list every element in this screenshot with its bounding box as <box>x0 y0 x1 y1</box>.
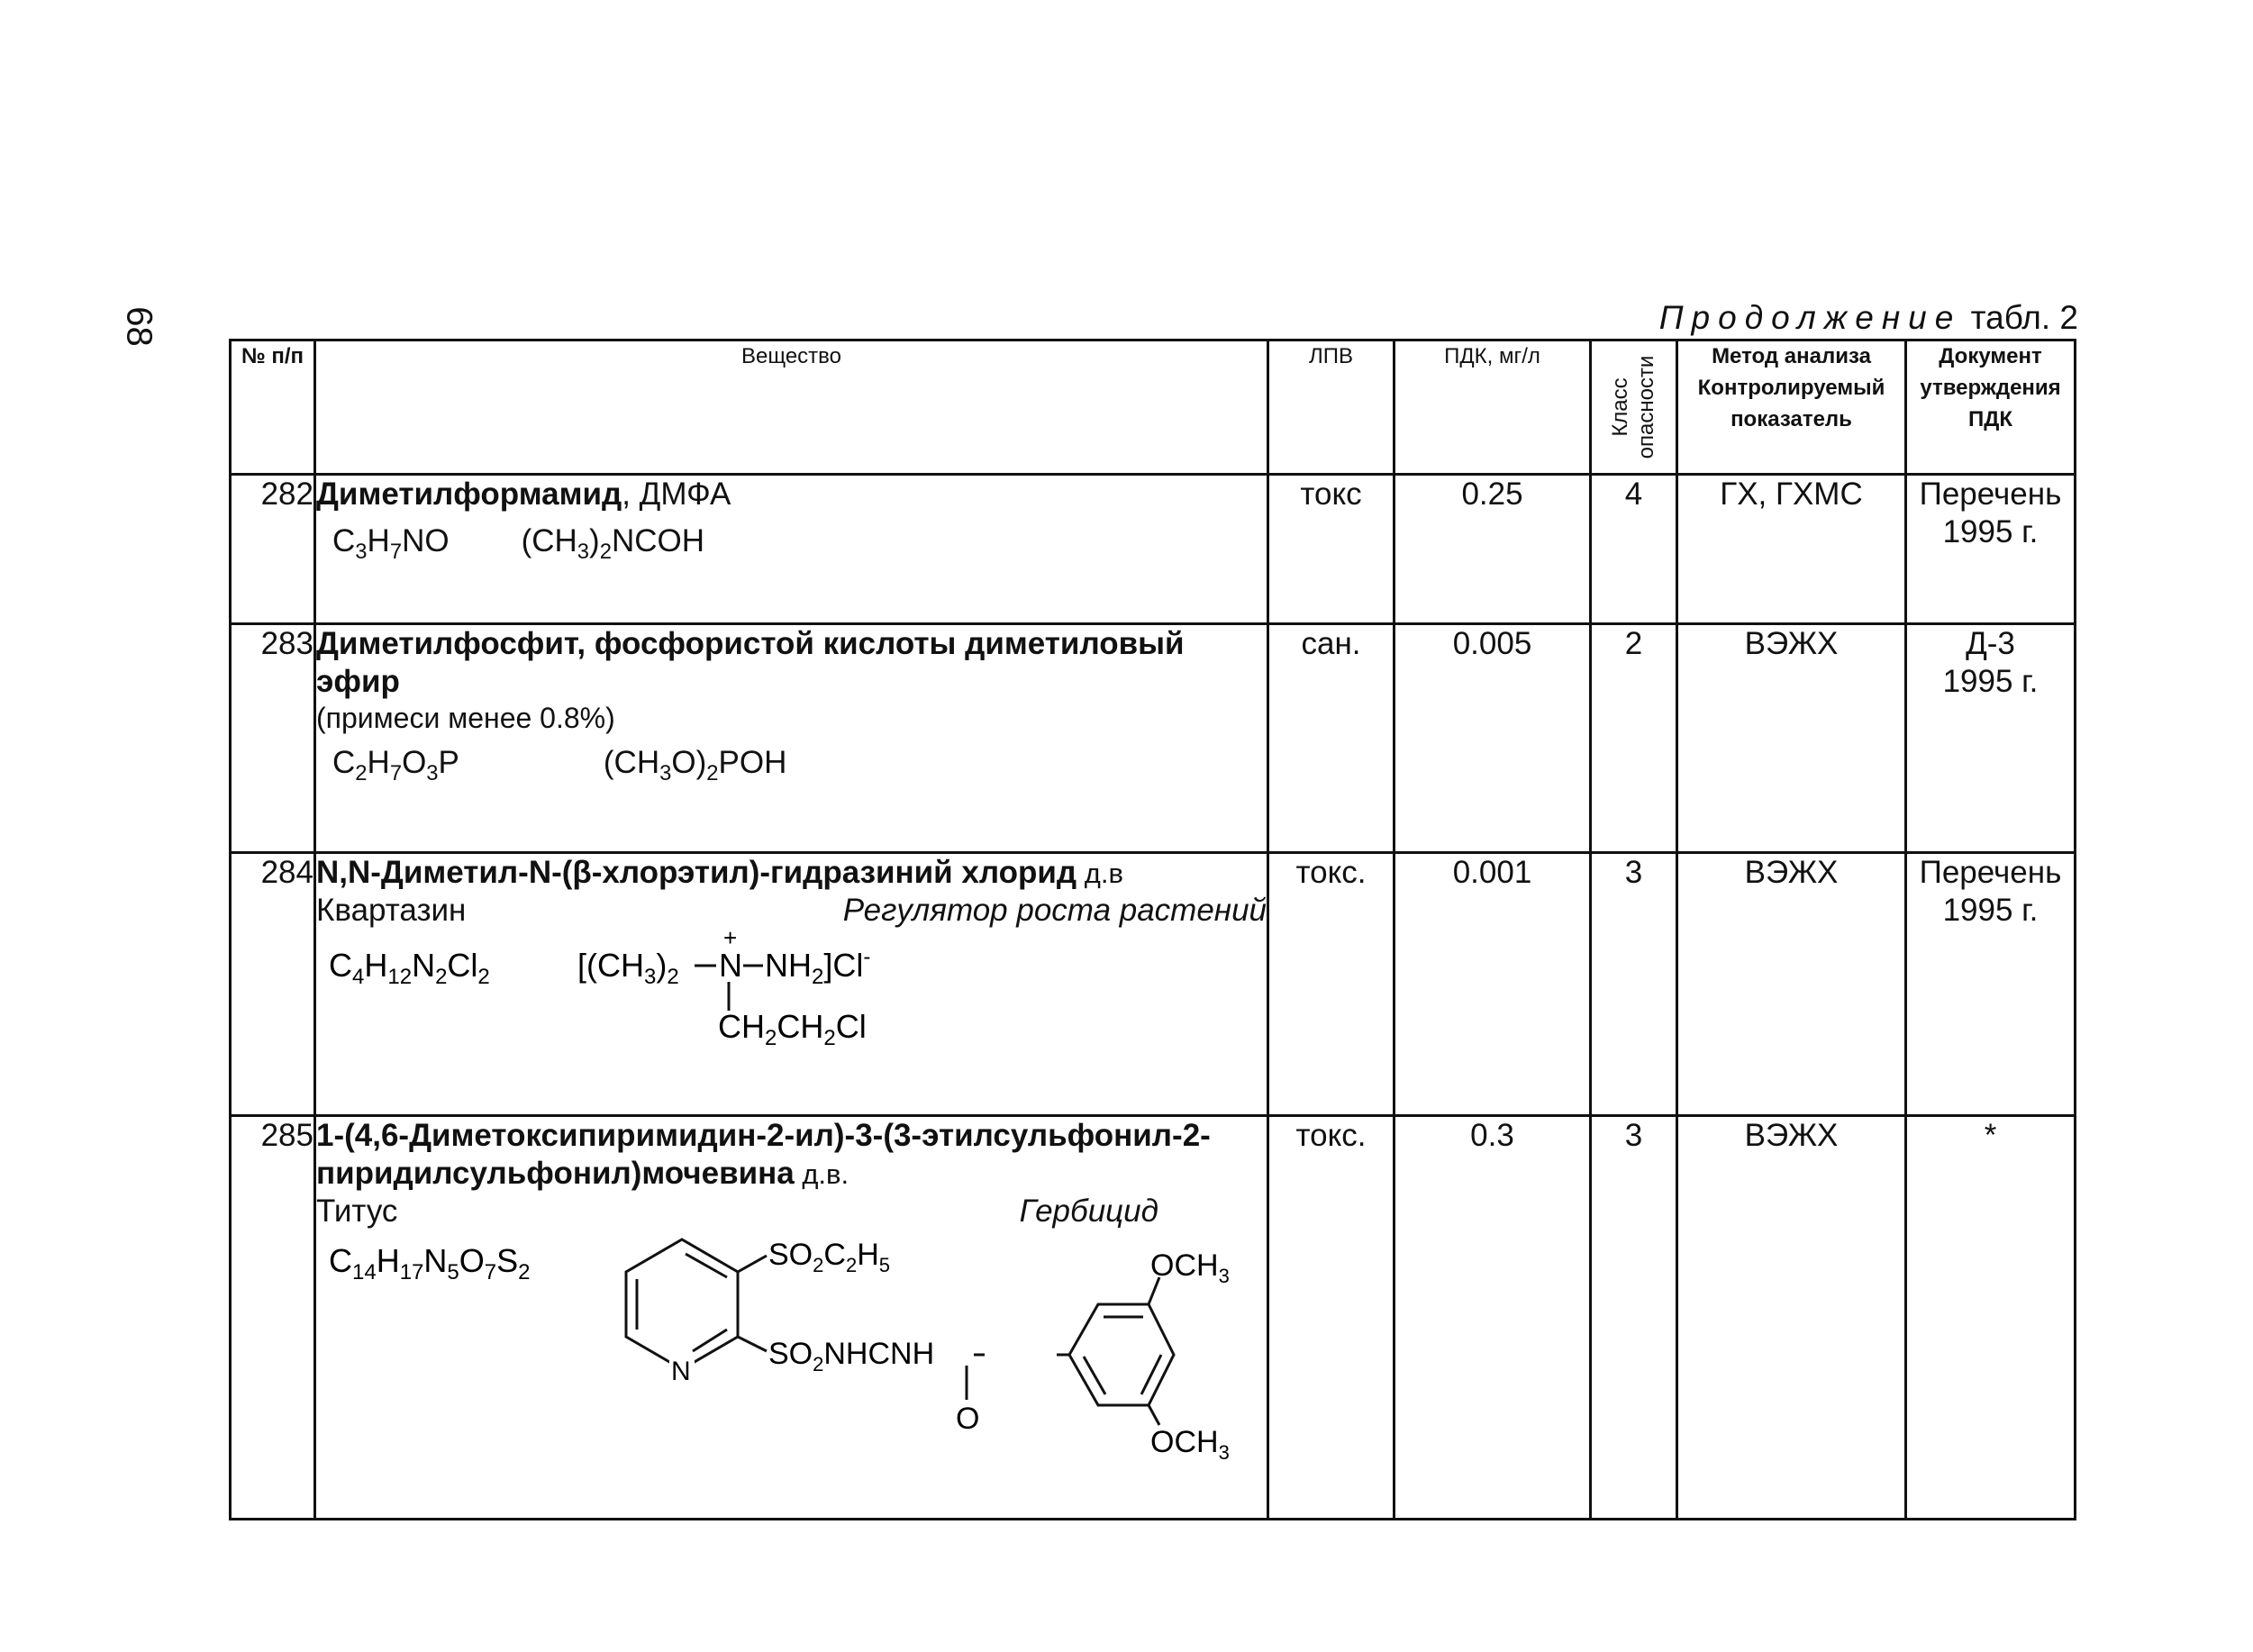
substance-cell <box>315 624 1268 853</box>
svg-text:NH2]Cl-: $NH_2]Cl^-$ <box>765 945 871 989</box>
table-row <box>231 853 2076 1116</box>
header-document <box>1906 340 2076 475</box>
hazard-class-cell: 4 <box>1591 475 1677 624</box>
trade-name: Титус <box>316 1194 398 1229</box>
document-cell <box>1906 624 2076 853</box>
table-header-row <box>231 340 2076 475</box>
substance-note: (примеси менее 0.8%) <box>316 702 615 734</box>
caption-suffix: табл. 2 <box>1970 299 2078 336</box>
header-hazard-class <box>1591 340 1677 475</box>
row-number: 283 <box>231 624 315 853</box>
row-number: 282 <box>231 475 315 624</box>
method-cell: ВЭЖХ <box>1677 1116 1906 1520</box>
pdk-cell: 0.3 <box>1394 1116 1591 1520</box>
substance-cell <box>315 853 1268 1116</box>
svg-text:OCH3: $OCH_3$ <box>1150 1425 1230 1464</box>
svg-text:[(CH3)2: [$(CH_3)_2$ <box>577 947 679 989</box>
substance-name-bold: Диметилфосфит, фосфористой кислоты диметиловый эфир <box>316 626 1185 699</box>
document-cell <box>1906 853 2076 1116</box>
svg-text:SO2NHCNH: $SO_2NHCNH$ <box>768 1337 935 1375</box>
lpv-cell: сан. <box>1268 624 1394 853</box>
document-cell: * <box>1906 1116 2076 1520</box>
method-cell: ВЭЖХ <box>1677 853 1906 1116</box>
svg-text:N: N <box>719 947 742 984</box>
hazard-class-cell: 2 <box>1591 624 1677 853</box>
method-cell: ГХ, ГХМС <box>1677 475 1906 624</box>
header-hazard-class-text: Класс опасности <box>1607 355 1658 459</box>
svg-text:OCH3: $OCH_3$ <box>1150 1248 1230 1287</box>
header-substance: Вещество <box>315 340 1268 475</box>
trade-purpose-row <box>316 1193 1267 1230</box>
document-text: Д-3 1995 г. <box>1942 626 2039 699</box>
lpv-cell: токс. <box>1268 853 1394 1116</box>
row-number: 284 <box>231 853 315 1116</box>
trade-purpose-row <box>316 892 1267 930</box>
substance-name <box>316 625 1267 701</box>
header-pdk <box>1394 340 1591 475</box>
table-row <box>231 624 2076 853</box>
substance-cell <box>315 1116 1268 1520</box>
lpv-cell: токс. <box>1268 1116 1394 1520</box>
table-row <box>231 475 2076 624</box>
substance-cell <box>315 475 1268 624</box>
svg-text:SO2C2H5: $SO_2C_2H_5$ <box>768 1238 890 1276</box>
method-cell: ВЭЖХ <box>1677 624 1906 853</box>
row-number: 285 <box>231 1116 315 1520</box>
substance-name-bold: Диметилформамид <box>316 477 622 512</box>
svg-text:CH2CH2Cl: $CH_2CH_2Cl$ <box>718 1008 867 1050</box>
header-method-text: Метод анализа Контролируемый показатель <box>1697 344 1885 431</box>
substance-name-bold: N,N-Диметил-N-(β-хлорэтил)-гидразиний хлорид <box>316 855 1077 890</box>
lpv-cell: токс <box>1268 475 1394 624</box>
substance-name-rest: д.в <box>1077 858 1123 889</box>
structure-formula-285 <box>316 1230 1230 1464</box>
header-method <box>1677 340 1906 475</box>
chemical-formula: $C_2H_7O_3P$ $(CH_3O)_2POH$ <box>332 745 787 786</box>
document-text: Перечень 1995 г. <box>1919 855 2062 928</box>
substance-name <box>316 1117 1267 1193</box>
chemical-formula: $C_3H_7NO$ $(CH_3)_2NCOH$ <box>332 523 704 564</box>
substances-table <box>229 339 2076 1520</box>
document-cell: Перечень 1995 г. <box>1906 475 2076 624</box>
header-document-text: Документ утверждения ПДК <box>1920 344 2061 431</box>
substance-name-rest: д.в. <box>794 1158 849 1190</box>
svg-text:+: + <box>723 924 738 951</box>
svg-text:C4H12N2Cl2: $C_4H_{12}N_2Cl_2$ <box>329 947 490 989</box>
svg-text:O: O <box>956 1402 980 1436</box>
header-pdk-text: ПДК, мг/л <box>1444 344 1540 368</box>
substance-name <box>316 476 1267 513</box>
svg-text:N: N <box>671 1357 691 1386</box>
table-caption <box>1659 299 2078 337</box>
hazard-class-cell: 3 <box>1591 853 1677 1116</box>
header-num: № п/п <box>231 340 315 475</box>
substance-name <box>316 854 1267 892</box>
pdk-cell: 0.001 <box>1394 853 1591 1116</box>
purpose: Регулятор роста растений <box>842 893 1267 928</box>
purpose: Гербицид <box>1019 1194 1158 1229</box>
page-number: 68 <box>119 306 159 347</box>
caption-prefix: Продолжение <box>1658 299 1962 336</box>
svg-text:C14H17N5O7S2: $C_{14}H_{17}N_5O_7S_2$ <box>329 1242 531 1284</box>
pdk-cell: 0.005 <box>1394 624 1591 853</box>
header-lpv: ЛПВ <box>1268 340 1394 475</box>
substance-name-rest: , ДМФА <box>622 477 731 512</box>
table-row <box>231 1116 2076 1520</box>
structure-formula-284 <box>316 924 947 1050</box>
pdk-cell: 0.25 <box>1394 475 1591 624</box>
trade-name: Квартазин <box>316 893 467 928</box>
hazard-class-cell: 3 <box>1591 1116 1677 1520</box>
substance-name-bold: 1-(4,6-Диметоксипиримидин-2-ил)-3-(3-этилсульфонил-2-пиридилсульфонил)мочевина <box>316 1118 1211 1191</box>
